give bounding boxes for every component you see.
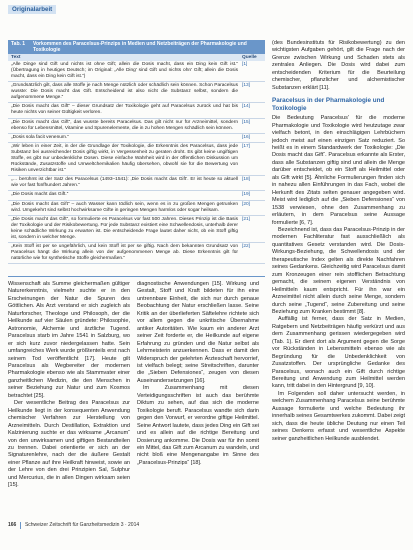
section-heading: Paracelsus in der Pharmakologie und Toxikologie xyxy=(272,97,385,112)
paragraph: Bezeichnend ist, dass das Paracelsus-Prinzip in der modernen Fachliteratur fast ausschließlich als quantitatives Gesetz verstanden wird. Die Dosis-Wirkungs-Beziehung, die Schwellendosis und der therapeutische Index gelten als direkte Nachfahren seines Gedankens. Gleichzeitig wird Paracelsus damit zum Kronzeugen einer rein stofflichen Betrachtung gemacht, die seinem eigenen Verständnis von Heilmitteln kaum entspricht. Für ihn war ein Arzneimittel nicht allein durch seine Menge, sondern durch seine „Tugend“, seine Zubereitung und seine Beziehung zum Kranken bestimmt [8]. xyxy=(272,226,405,315)
table-1 xyxy=(8,40,265,277)
table-caption xyxy=(8,40,265,54)
table-row-text: „Die Dosis macht das Gift“, so formulierte es Paracelsus vor fast 500 Jahren. Dieses Prinzip ist die Basis der Toxikologie und der Risikobewertung. Für jede Substanz existiert eine Schwellendosis, unterhalb derer keine schädliche Wirkung zu erwarten ist. Die entscheidende Frage lautet daher nicht, ob ein Stoff giftig ist, sondern in welcher Menge. xyxy=(11,216,238,240)
table-row-source: [22] xyxy=(242,243,251,249)
table-row-text: „Alle Dinge sind Gift und nichts ist ohne Gift; allein die Dosis macht, dass ein Ding kein Gift ist.“ (Übertragung in heutiges Deutsch; im Original: „Alle Ding' sind Gift und nichts ohn' Gift; allein die Dosis macht, dass ein Ding kein Gift ist.“) xyxy=(11,62,238,80)
table-caption-text: Vorkommen des Paracelsus-Prinzips in Medien und Netzbeiträgen der Pharmakologie und Toxikologie xyxy=(33,41,247,53)
paragraph: Im Zusammenhang mit diesen Verteidigungsschriften ist auch das berühmte Diktum zu sehen, auf das sich die moderne Toxikologie beruft. Paracelsus wandte sich darin gegen den Vorwurf, er verordne giftige Heilmittel. Seine Antwort lautete, dass jedes Ding ein Gift sei und es allein auf die richtige Bereitung und Dosierung ankomme. Die Dosis war für ihn somit ein Mittel, das Gift zum Arcanum zu wandeln, und nicht bloß eine Mengenangabe im Sinne des „Paracelsus-Prinzips“ [18]. xyxy=(137,385,259,466)
table-row-text: „Dosis sola facit venenum.“ xyxy=(11,134,69,140)
table-row-source: [14] xyxy=(242,104,251,110)
paragraph: Wissenschaft als Summe gleichermaßen gültiger Naturerkenntnis, vielmehr suchte er in den Erscheinungen der Natur die Spuren des Göttlichen. Als Arzt verstand er sich zugleich als Naturforscher, Theologe und Philosoph, der die Heilkunde auf vier Säulen gründete: Philosophie, Astronomie, Alchemie und ärztliche Tugend. Paracelsus starb im Jahre 1541 in Salzburg, wo er sich kurz zuvor niedergelassen hatte. Sein umfangreiches Werk wurde größtenteils erst nach seinem Tod veröffentlicht [17]. Heute gilt Paracelsus als Wegbereiter der modernen Pharmakologie ebenso wie als Stammvater einer ganzheitlichen Medizin, die den Menschen in seiner Beziehung zur Natur und zum Kosmos betrachtet [25]. xyxy=(8,281,130,399)
table-number: Tab. 1 xyxy=(11,41,26,47)
left-column xyxy=(8,281,130,519)
paragraph: diagnostische Anwendungen [15]. Wirkung und Gestalt, Stoff und Kraft bildeten für ihn eine untrennbare Einheit, die sich nur durch genaue Beobachtung der Natur erschließen lasse. Seine Kritik an der überlieferten Säftelehre richtete sich vor allem gegen die unkritische Übernahme antiker Autoritäten. Wie kaum ein anderer Arzt seiner Zeit forderte er, die Heilkunde auf eigene Erfahrung zu gründen und die Natur selbst als Lehrmeisterin anzuerkennen. Dass er damit den Widerspruch der gelehrten Ärzteschaft hervorrief, ist vielfach belegt; seine Streitschriften, darunter die „Sieben Defensiones“, zeugen von diesen Auseinandersetzungen [16]. xyxy=(137,281,259,384)
table-row-text: „Die Dosis macht das Gift“ – auch Wasser kann tödlich sein, wenn es in zu großen Mengen getrunken wird. Umgekehrt sind selbst hochwirksame Gifte in geringen Mengen harmlos oder sogar heilsam. xyxy=(11,201,238,213)
table-row-source: [19] xyxy=(242,192,251,198)
table-header-row xyxy=(8,54,265,61)
article-type-label: Originalarbeit xyxy=(8,5,56,14)
table-row xyxy=(8,82,265,103)
table-header-source: Quelle xyxy=(242,54,257,60)
table-row-text: „… berühmt ist der Satz des Paracelsus (1493–1541): ‚Die Dosis macht das Gift‘. Er ist heute so aktuell wie vor fast fünfhundert Jahren.“ xyxy=(11,177,238,189)
paragraph: Auffällig ist ferner, dass der Satz in Medien, Ratgebern und Netzbeiträgen häufig verkürzt und aus dem Zusammenhang gerissen wiedergegeben wird (Tab. 1). Er dient dort als Argument gegen die Sorge vor Rückständen in Lebensmitteln ebenso wie als Begründung für die Unbedenklichkeit von Zusatzstoffen. Der ursprüngliche Gedanke des Paracelsus, wonach auch ein Gift durch richtige Bereitung und Anwendung zum Heilmittel werden kann, tritt dabei in den Hintergrund [9, 10]. xyxy=(272,316,405,390)
table-row xyxy=(8,216,265,243)
table-row xyxy=(8,176,265,191)
table-row-source: [13] xyxy=(242,83,251,89)
table-row-source: [20] xyxy=(242,201,251,207)
table-row-source: [16] xyxy=(242,134,251,140)
table-row xyxy=(8,143,265,176)
table-row-text: „Grundsätzlich gilt, dass alle Stoffe je nach Menge nützlich oder schädlich sein können. Schon Paracelsus wusste: Die Dosis macht das Gift. Entscheidend ist also nicht die Substanz selbst, sondern die aufgenommene Menge.“ xyxy=(11,83,238,101)
table-row-text: „Kein Stoff ist per se ungefährlich, und kein Stoff ist per se giftig. Nach dem bekannten Grundsatz von Paracelsus hängt die Wirkung allein von der aufgenommenen Menge ab. Diese Erkenntnis gilt für natürliche wie für synthetische Stoffe gleichermaßen.“ xyxy=(11,243,238,261)
table-row-text: „Die Dosis macht das Gift“ – dieser Grundsatz der Toxikologie geht auf Paracelsus zurück und hat bis heute nichts von seiner Gültigkeit verloren. xyxy=(11,104,238,116)
table-row xyxy=(8,61,265,82)
page-number: 166 xyxy=(8,522,17,528)
footer-divider xyxy=(20,522,21,529)
table-row-source: [21] xyxy=(242,216,251,222)
table-row xyxy=(8,191,265,200)
journal-name: Schweizer Zeitschrift für Ganzheitsmedizin 3 · 2014 xyxy=(24,522,140,528)
table-row xyxy=(8,243,265,264)
table-row xyxy=(8,119,265,134)
paragraph: Im Folgenden soll daher untersucht werden, in welchem Zusammenhang Paracelsus seine berühmte Aussage formulierte und welche Bedeutung ihr innerhalb seines Gesamtwerkes zukommt. Dabei zeigt sich, dass die heute übliche Deutung nur einen Teil seines Denkens erfasst und wesentliche Aspekte seiner ganzheitlichen Heilkunde ausblendet. xyxy=(272,390,405,442)
table-row-source: [18] xyxy=(242,177,251,183)
table-header-text: Text xyxy=(11,54,21,60)
table-row xyxy=(8,134,265,143)
table-row xyxy=(8,201,265,216)
table-row-source: [17] xyxy=(242,144,251,150)
page-footer xyxy=(8,521,139,529)
paragraph: Die Bedeutung Paracelsus' für die moderne Pharmakologie und Toxikologie wird heutzutage zwar vielfach betont, in den einschlägigen Lehrbüchern jedoch meist auf einen einzigen Satz reduziert. So heißt es in einem Standardwerk der Toxikologie: „Die Dosis macht das Gift“. Paracelsus erkannte als Erster, dass alle Substanzen giftig sind und allein die Menge darüber entscheidet, ob ein Stoff als Heilmittel oder als Gift wirkt [5]. Ähnliche Formulierungen finden sich in nahezu allen Einführungen in das Fach, wobei die Herkunft des Zitats selten genauer angegeben wird. Meist wird lediglich auf die „Sieben Defensiones“ von 1538 verwiesen, ohne den Zusammenhang zu erläutern, in dem Paracelsus seine Aussage formulierte [6, 7]. xyxy=(272,115,405,226)
table-row-source: [1] xyxy=(242,62,248,68)
table-row xyxy=(8,103,265,118)
table-row-text: „Die Dosis macht das Gift.“ xyxy=(11,192,69,198)
right-column-intro: (des Bundesinstituts für Risikobewertung) zu den wichtigsten Aufgaben gehört, gilt die Frage nach der Grenze zwischen Wirkung und Schaden stets als zentrales Anliegen. Die Dosis wird dabei zum entscheidenden Kriterium für die Beurteilung chemischer, pflanzlicher und alchemistischer Substanzen erklärt [11]. xyxy=(272,40,405,91)
table-row-text: „Wir leben in einer Zeit, in der die Grundlage der Toxikologie, die Erkenntnis des Paracelsus, dass jede Substanz bei ausreichender Dosis giftig wirkt, in Vergessenheit zu geraten droht. Es gibt keine ungiftigen Stoffe, es gibt nur unbedenkliche Dosen. Diese einfache Wahrheit wird in der öffentlichen Diskussion um Rückstände, Zusatzstoffe und Umweltchemikalien häufig übersehen, obwohl sie für die Bewertung von Risiken unverzichtbar ist.“ xyxy=(11,144,238,174)
table-row-text: „Die Dosis macht das Gift“, das wusste bereits Paracelsus. Das gilt nicht nur für Arzneimittel, sondern ebenso für Lebensmittel, Vitamine und Spurenelemente, die in zu hohen Mengen schädlich sein können. xyxy=(11,119,238,131)
table-row-source: [15] xyxy=(242,119,251,125)
right-column xyxy=(272,40,405,519)
middle-column xyxy=(137,281,259,519)
paragraph: Der wesentliche Beitrag des Paracelsus zur Heilkunde liegt in der konsequenten Anwendung chemischer Verfahren zur Herstellung von Arzneimitteln. Durch Destillation, Extraktion und Kalzinierung suchte er das wirksame „Arcanum“ von den unwirksamen und giftigen Bestandteilen zu trennen. Dabei orientierte er sich an der Signaturenlehre, nach der die äußere Gestalt einer Pflanze auf ihre Heilkraft hinweist, sowie an der Lehre von den drei Prinzipien Sal, Sulphur und Mercurius, die in allen Dingen wirksam seien [15]. xyxy=(8,400,130,489)
